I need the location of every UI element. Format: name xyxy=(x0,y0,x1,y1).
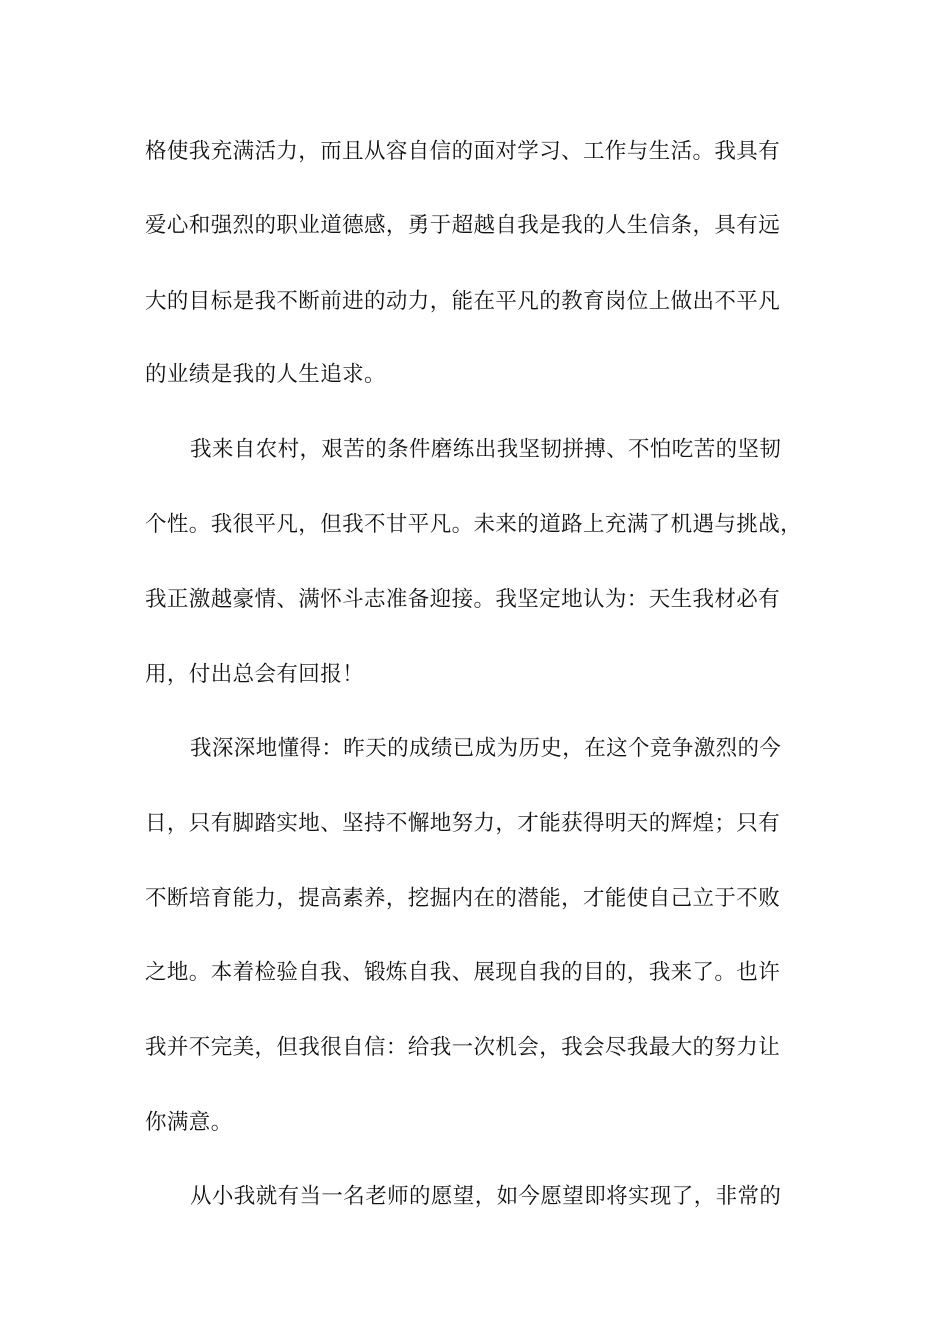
text-line: 的业绩是我的人生追求。 xyxy=(145,362,386,387)
text-line: 用，付出总会有回报！ xyxy=(145,662,365,687)
paragraph-start-line: 从小我就有当一名老师的愿望，如今愿望即将实现了，非常的 xyxy=(190,1184,782,1209)
text-line: 你满意。 xyxy=(145,1110,233,1135)
text-line: 日，只有脚踏实地、坚持不懈地努力，才能获得明天的辉煌；只有 xyxy=(145,811,781,836)
text-line: 我并不完美，但我很自信：给我一次机会，我会尽我最大的努力让 xyxy=(145,1035,781,1060)
text-line: 大的目标是我不断前进的动力，能在平凡的教育岗位上做出不平凡 xyxy=(145,289,781,314)
text-line: 不断培育能力，提高素养，挖掘内在的潜能，才能使自己立于不败 xyxy=(145,886,781,911)
paragraph-start-line: 我深深地懂得：昨天的成绩已成为历史，在这个竞争激烈的今 xyxy=(190,736,782,761)
paragraph-start-line: 我来自农村，艰苦的条件磨练出我坚韧拼搏、不怕吃苦的坚韧 xyxy=(190,437,782,462)
text-line: 我正激越豪情、满怀斗志准备迎接。我坚定地认为：天生我材必有 xyxy=(145,587,781,612)
text-line: 之地。本着检验自我、锻炼自我、展现自我的目的，我来了。也许 xyxy=(145,960,781,985)
text-line: 格使我充满活力，而且从容自信的面对学习、工作与生活。我具有 xyxy=(145,139,781,164)
text-line: 个性。我很平凡，但我不甘平凡。未来的道路上充满了机遇与挑战， xyxy=(145,512,803,537)
text-line: 爱心和强烈的职业道德感，勇于超越自我是我的人生信条，具有远 xyxy=(145,213,781,238)
